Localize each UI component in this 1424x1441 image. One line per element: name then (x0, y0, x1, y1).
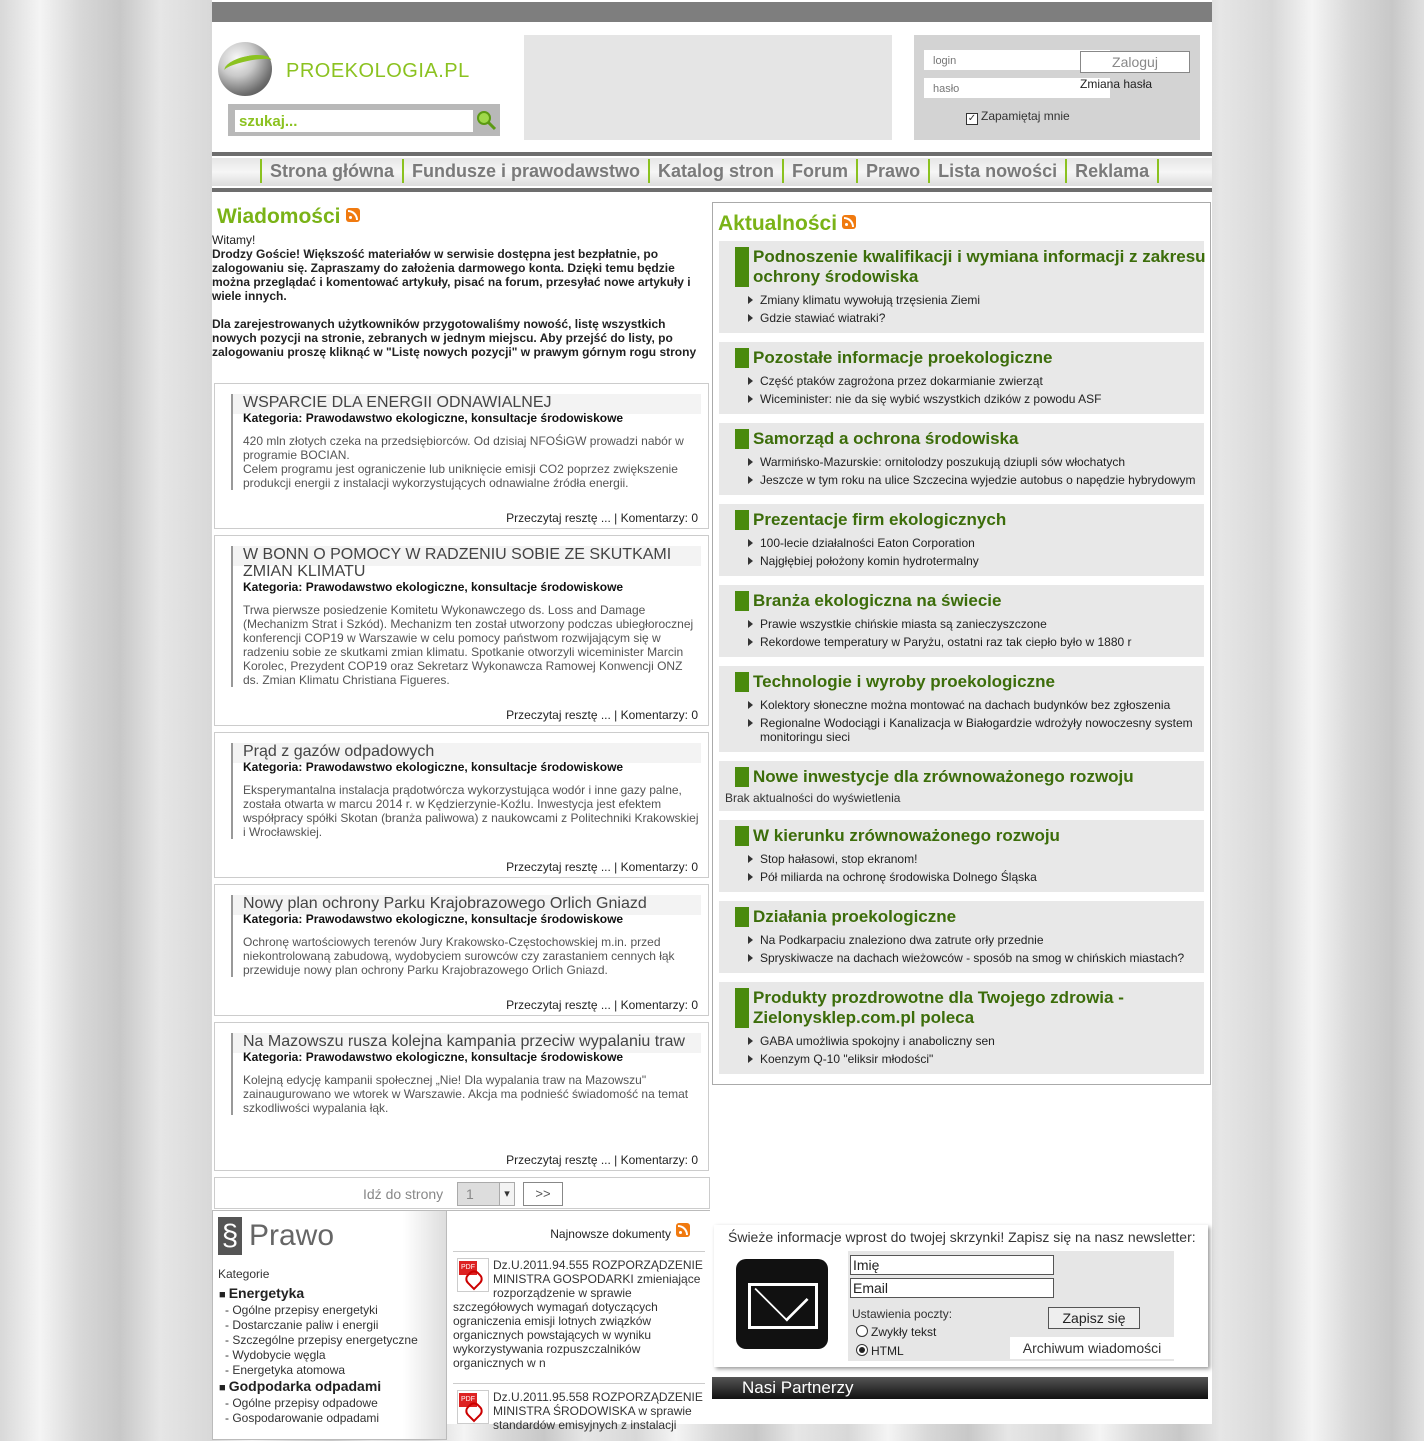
password-field[interactable]: hasło (924, 78, 1110, 98)
section-item-link[interactable]: Na Podkarpaciu znaleziono dwa zatrute orły przednie (743, 933, 1198, 947)
article-title[interactable]: Prąd z gazów odpadowych (243, 743, 435, 760)
section-item-link[interactable]: Najgłębiej położony komin hydrotermalny (743, 554, 1198, 568)
remember-label: Zapamiętaj mnie (981, 109, 1070, 123)
article-category: Kategoria: Prawodawstwo ekologiczne, konsultacje środowiskowe (243, 411, 624, 425)
section-item-link[interactable]: Część ptaków zagrożona przez dokarmianie zwierząt (743, 374, 1198, 388)
intro-text (212, 233, 712, 359)
name-input[interactable]: Imię (850, 1255, 1054, 1275)
updates-heading: Aktualności (718, 212, 856, 236)
section-title[interactable]: Nowe inwestycje dla zrównoważonego rozwoju (735, 767, 1213, 787)
article-body: Trwa pierwsze posiedzenie Komitetu Wykonawczego ds. Loss and Damage (Mechanizm Strat i Szkód). Mechanizm ten został utworzony podczas ubiegłorocznej konferencji COP19 w Warszawie w celu pomocy państwom rozwijającym się w radzeniu sobie ze skutkami zmian klimatu. Spotkanie otworzyli wiceminister Marcin Korolec, Prezydent COP19 oraz Sekretarz Wykonawcza Ramowej Konwencji ONZ ds. Zmian Klimatu Christiana Figueres. (243, 603, 694, 687)
main-nav (212, 152, 1212, 192)
law-subcategory[interactable]: - Wydobycie węgla (225, 1348, 326, 1362)
greeting: Witamy! (212, 233, 256, 247)
law-document[interactable]: PDF Dz.U.2011.94.555 ROZPORZĄDZENIE MINISTRA GOSPODARKI zmieniające rozporządzenie w sprawie szczegółowych wymagań dotyczących ograniczenia emisji lotnych związków organicznych powstających w wyniku wykorzystywania rozpuszczalników organicznych w n (453, 1251, 705, 1370)
nav-item[interactable]: Reklama (1065, 159, 1159, 183)
news-article (214, 1022, 709, 1171)
law-category[interactable]: ■ Energetyka (219, 1285, 305, 1301)
section-item-link[interactable]: Regionalne Wodociągi i Kanalizacja w Białogardzie wdrożyły nowoczesny system monitoringu sieci (743, 716, 1198, 744)
nav-item[interactable]: Forum (782, 159, 856, 183)
search-icon[interactable] (474, 108, 498, 132)
page-select[interactable]: 1 ▾ (457, 1182, 515, 1206)
section-title[interactable]: Technologie i wyroby proekologiczne (735, 672, 1213, 692)
news-article (214, 884, 709, 1016)
law-subcategory[interactable]: - Dostarczanie paliw i energii (225, 1318, 379, 1332)
law-category[interactable]: ■ Godpodarka odpadami (219, 1378, 382, 1394)
nav-item[interactable]: Lista nowości (928, 159, 1065, 183)
read-more-link[interactable]: Przeczytaj resztę ... | Komentarzy: 0 (506, 708, 698, 722)
change-password-link[interactable]: Zmiana hasła (1080, 77, 1153, 91)
newest-docs-heading: Najnowsze dokumenty (550, 1223, 690, 1241)
section-item-link[interactable]: Prawie wszystkie chińskie miasta są zanieczyszczone (743, 617, 1198, 631)
article-body: 420 mln złotych czeka na przedsiębiorców. Od dzisiaj NFOŚiGW prowadzi nabór w programie BOCIAN. Celem programu jest ograniczenie lub uniknięcie emisji CO2 poprzez zwiększenie produkcji energii z instalacji wykorzystujących odnawialne źródła energii. (243, 434, 684, 490)
read-more-link[interactable]: Przeczytaj resztę ... | Komentarzy: 0 (506, 860, 698, 874)
read-more-link[interactable]: Przeczytaj resztę ... | Komentarzy: 0 (506, 998, 698, 1012)
section-item-link[interactable]: Pół miliarda na ochronę środowiska Dolnego Śląska (743, 870, 1198, 884)
law-title: Prawo (249, 1219, 335, 1252)
intro-paragraph-2: Dla zarejestrowanych użytkowników przygotowaliśmy nowość, listę wszystkich nowych pozycji na stronie, zebranych w jednym miejscu. Aby przejść do listy, po zalogowaniu proszę kliknąć w "Listę nowych pozycji" w prawym górnym rogu strony (212, 317, 697, 359)
newest-documents (447, 1210, 710, 1441)
login-box (914, 35, 1200, 140)
article-title[interactable]: Nowy plan ochrony Parku Krajobrazowego Orlich Gniazd (243, 895, 647, 912)
paragraph-icon: § (218, 1217, 242, 1255)
categories-label: Kategorie (218, 1267, 270, 1281)
updates-section (719, 666, 1204, 752)
newsletter-form (848, 1251, 1174, 1361)
rss-icon[interactable] (842, 215, 856, 229)
law-subcategory[interactable]: - Gospodarowanie odpadami (225, 1411, 380, 1425)
section-item-link[interactable]: Jeszcze w tym roku na ulice Szczecina wyjedzie autobus o napędzie hybrydowym (743, 473, 1198, 487)
rss-icon[interactable] (346, 208, 360, 222)
radio-plain[interactable] (856, 1325, 868, 1337)
article-content (231, 394, 701, 490)
format-plain-option[interactable]: Zwykły tekst (856, 1325, 936, 1339)
section-item-link[interactable]: Gdzie stawiać wiatraki? (743, 311, 1198, 325)
nav-item[interactable]: Katalog stron (648, 159, 782, 183)
section-item-link[interactable]: Koenzym Q-10 "eliksir młodości" (743, 1052, 1198, 1066)
section-item-link[interactable]: 100-lecie działalności Eaton Corporation (743, 536, 1198, 550)
intro-paragraph-1: Drodzy Goście! Większość materiałów w serwisie dostępna jest bezpłatnie, po zalogowaniu się. Zapraszamy do założenia darmowego konta. Dzięki temu będzie można przeglądać i komentować artykuły, pisać na forum, przesyłać nowe artykuły i wiele innych. (212, 247, 691, 303)
article-body: Eksperymantalna instalacja prądotwórcza wykorzystująca wodór i inne gazy palne, została otwarta w marcu 2014 r. w Kędzierzynie-Koźlu. Inwestycja jest efektem współpracy spółki Skotan (branża paliwowa) z naukowcami z Politechniki Krakowskiej i Wrocławskiej. (243, 783, 699, 839)
article-category: Kategoria: Prawodawstwo ekologiczne, konsultacje środowiskowe (243, 760, 624, 774)
article-content (231, 743, 701, 839)
section-item-link[interactable]: Wiceminister: nie da się wybić wszystkich dzików z powodu ASF (743, 392, 1198, 406)
updates-box (712, 202, 1211, 1085)
section-item-link[interactable]: GABA umożliwia spokojny i anaboliczny sen (743, 1034, 1198, 1048)
law-box (212, 1210, 447, 1440)
section-item-link[interactable]: Spryskiwacze na dachach wieżowców - sposób na smog w chińskich miastach? (743, 951, 1198, 965)
law-document[interactable]: PDF Dz.U.2011.95.558 ROZPORZĄDZENIE MINISTRA ŚRODOWISKA w sprawie standardów emisyjnych z instalacji (453, 1383, 705, 1432)
section-title[interactable]: Podnoszenie kwalifikacji i wymiana informacji z zakresu ochrony środowiska (735, 247, 1213, 287)
section-title[interactable]: Działania proekologiczne (735, 907, 1213, 927)
rss-icon[interactable] (676, 1223, 690, 1237)
search-input[interactable] (235, 110, 473, 132)
news-article (214, 383, 709, 529)
article-content (231, 546, 701, 687)
remember-checkbox[interactable]: ✓ (967, 113, 977, 124)
newsletter-title: Świeże informacje wprost do twojej skrzynki! Zapisz się na nasz newsletter: (728, 1229, 1196, 1245)
section-title[interactable]: Samorząd a ochrona środowiska (735, 429, 1213, 449)
law-subcategory[interactable]: - Szczególne przepisy energetyczne (225, 1333, 418, 1347)
article-category: Kategoria: Prawodawstwo ekologiczne, konsultacje środowiskowe (243, 1050, 624, 1064)
read-more-link[interactable]: Przeczytaj resztę ... | Komentarzy: 0 (506, 1153, 698, 1167)
news-article (214, 535, 709, 726)
banner-placeholder (524, 35, 892, 140)
news-article (214, 732, 709, 878)
law-subcategory[interactable]: - Ogólne przepisy energetyki (225, 1303, 378, 1317)
article-title[interactable]: W BONN O POMOCY W RADZENIU SOBIE ZE SKUTKAMI ZMIAN KLIMATU (243, 546, 672, 580)
remember-me[interactable] (966, 109, 1070, 125)
search-box (228, 104, 500, 136)
pdf-icon (457, 1258, 489, 1292)
section-title[interactable]: Prezentacje firm ekologicznych (735, 510, 1213, 530)
logo-text: PROEKOLOGIA.PL (286, 60, 470, 82)
section-item-link[interactable]: Rekordowe temperatury w Paryżu, ostatni raz tak ciepło było w 1880 r (743, 635, 1198, 649)
nav-item[interactable]: Strona główna (260, 159, 402, 183)
nav-item[interactable]: Fundusze i prawodawstwo (402, 159, 648, 183)
subscribe-button[interactable]: Zapisz się (1048, 1307, 1140, 1329)
section-item-link[interactable]: Stop hałasowi, stop ekranom! (743, 852, 1198, 866)
updates-section (719, 241, 1204, 333)
page-wrapper (212, 0, 1212, 1432)
news-heading: Wiadomości (217, 205, 360, 229)
format-html-option[interactable]: HTML (856, 1344, 904, 1358)
article-category: Kategoria: Prawodawstwo ekologiczne, konsultacje środowiskowe (243, 912, 624, 926)
section-title[interactable]: Branża ekologiczna na świecie (735, 591, 1213, 611)
article-title[interactable]: WSPARCIE DLA ENERGII ODNAWIALNEJ (243, 394, 552, 411)
article-content (231, 895, 701, 977)
next-page-button[interactable]: >> (523, 1182, 563, 1206)
updates-section (719, 423, 1204, 495)
article-body: Ochronę wartościowych terenów Jury Krakowsko-Częstochowskiej m.in. przed niekontrolowaną zabudową, wydobyciem surowców czy zarastaniem cennych łąk przewiduje nowy plan ochrony Parku Krajobrazowego Orlich Gniazd. (243, 935, 675, 977)
updates-section (719, 761, 1204, 811)
section-item-link[interactable]: Warmińsko-Mazurskie: ornitolodzy poszukują dziupli sów włochatych (743, 455, 1198, 469)
article-body: Kolejną edycję kampanii społecznej „Nie! Dla wypalania traw na Mazowszu" zainaugurowano we wtorek w Warszawie. Akcja ma podnieść świadomość na temat szkodliwości wypalania łąk. (243, 1073, 689, 1115)
section-item-link[interactable]: Zmiany klimatu wywołują trzęsienia Ziemi (743, 293, 1198, 307)
login-field[interactable]: login (924, 50, 1110, 70)
article-content (231, 1033, 701, 1115)
settings-label: Ustawienia poczty: (852, 1307, 953, 1321)
section-title[interactable]: Produkty prozdrowotne dla Twojego zdrowia - Zielonysklep.com.pl poleca (735, 988, 1213, 1028)
law-subcategory[interactable]: - Energetyka atomowa (225, 1363, 346, 1377)
article-title[interactable]: Na Mazowszu rusza kolejna kampania przeciw wypalaniu traw (243, 1033, 685, 1050)
pager-label: Idź do strony (363, 1186, 444, 1202)
email-input[interactable]: Email (850, 1278, 1054, 1298)
top-bar (212, 2, 1212, 22)
nav-item[interactable]: Prawo (856, 159, 928, 183)
updates-section (719, 820, 1204, 892)
radio-html[interactable] (856, 1344, 868, 1356)
pager (214, 1177, 710, 1209)
updates-section (719, 504, 1204, 576)
pdf-icon (457, 1390, 489, 1424)
globe-logo-icon (218, 42, 272, 96)
empty-message: Brak aktualności do wyświetlenia (725, 791, 901, 805)
updates-section (719, 982, 1204, 1074)
section-title[interactable]: W kierunku zrównoważonego rozwoju (735, 826, 1213, 846)
read-more-link[interactable]: Przeczytaj resztę ... | Komentarzy: 0 (506, 511, 698, 525)
archive-link[interactable]: Archiwum wiadomości (1010, 1337, 1174, 1359)
partners-heading: Nasi Partnerzy (712, 1377, 1208, 1399)
article-category: Kategoria: Prawodawstwo ekologiczne, konsultacje środowiskowe (243, 580, 624, 594)
updates-section (719, 342, 1204, 414)
updates-section (719, 901, 1204, 973)
newsletter-box (714, 1225, 1208, 1367)
section-title[interactable]: Pozostałe informacje proekologiczne (735, 348, 1213, 368)
section-item-link[interactable]: Kolektory słoneczne można montować na dachach budynków bez zgłoszenia (743, 698, 1198, 712)
site-logo[interactable] (218, 40, 508, 100)
updates-section (719, 585, 1204, 657)
law-subcategory[interactable]: - Ogólne przepisy odpadowe (225, 1396, 378, 1410)
login-button[interactable]: Zaloguj (1080, 51, 1190, 73)
envelope-icon (736, 1259, 828, 1349)
